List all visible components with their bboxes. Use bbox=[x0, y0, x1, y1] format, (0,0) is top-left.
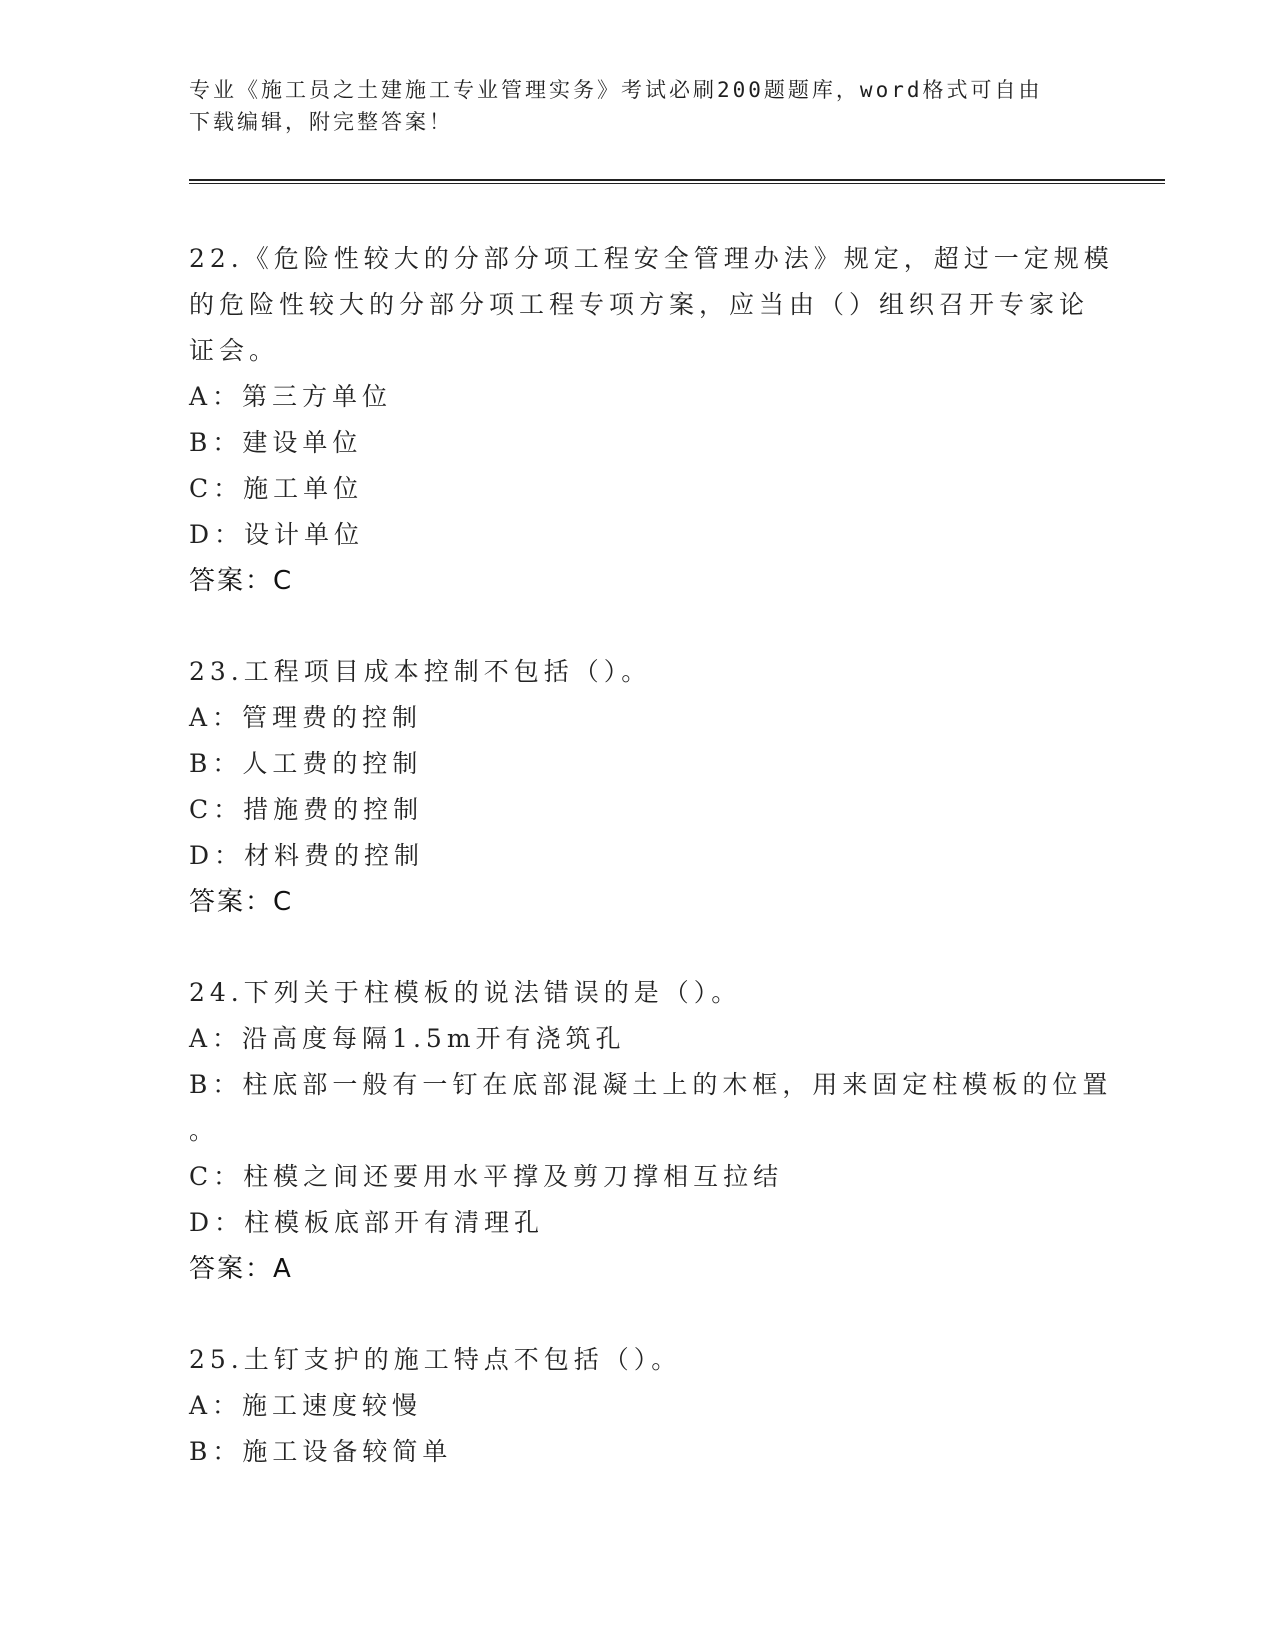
answer-line: 答案：C bbox=[189, 887, 294, 917]
option-b: B：建设单位 bbox=[189, 428, 363, 457]
answer-line: 答案：C bbox=[189, 566, 294, 596]
question-stem-line: 证会。 bbox=[189, 336, 280, 365]
question-stem-line: 的危险性较大的分部分项工程专项方案，应当由（）组织召开专家论 bbox=[189, 290, 1090, 319]
option-c: C：柱模之间还要用水平撑及剪刀撑相互拉结 bbox=[189, 1162, 784, 1191]
question-stem-line: 23.工程项目成本控制不包括（）。 bbox=[189, 657, 652, 686]
question-stem-line: 24.下列关于柱模板的说法错误的是（）。 bbox=[189, 978, 742, 1007]
option-c: C：措施费的控制 bbox=[189, 795, 424, 824]
option-a: A：管理费的控制 bbox=[189, 703, 423, 732]
question-stem-line: 22.《危险性较大的分部分项工程安全管理办法》规定，超过一定规模 bbox=[189, 244, 1114, 273]
option-b: B：柱底部一般有一钉在底部混凝土上的木框，用来固定柱模板的位置 bbox=[189, 1070, 1113, 1099]
option-a: A：沿高度每隔1.5m开有浇筑孔 bbox=[189, 1024, 626, 1053]
question-stem-line: 25.土钉支护的施工特点不包括（）。 bbox=[189, 1345, 682, 1374]
question-23 bbox=[189, 649, 1089, 925]
option-c: C：施工单位 bbox=[189, 474, 364, 503]
header-line-1: 专业《施工员之土建施工专业管理实务》考试必刷200题题库，word格式可自由 bbox=[189, 78, 1043, 102]
option-d: D：设计单位 bbox=[189, 520, 365, 549]
header-divider-thick bbox=[189, 179, 1165, 181]
option-b: B：人工费的控制 bbox=[189, 749, 423, 778]
header-line-2: 下载编辑，附完整答案！ bbox=[189, 110, 453, 134]
document-header bbox=[189, 74, 1069, 138]
question-list bbox=[189, 236, 1114, 1520]
option-b: B：施工设备较简单 bbox=[189, 1437, 453, 1466]
option-a: A：施工速度较慢 bbox=[189, 1391, 423, 1420]
answer-line: 答案：A bbox=[189, 1254, 293, 1284]
header-divider-thin bbox=[189, 183, 1165, 184]
question-24 bbox=[189, 970, 1113, 1292]
option-a: A：第三方单位 bbox=[189, 382, 393, 411]
option-d: D：材料费的控制 bbox=[189, 841, 425, 870]
option-d: D：柱模板底部开有清理孔 bbox=[189, 1208, 545, 1237]
question-22 bbox=[189, 236, 1114, 604]
question-25 bbox=[189, 1337, 1089, 1475]
option-b-continuation: 。 bbox=[189, 1116, 220, 1145]
